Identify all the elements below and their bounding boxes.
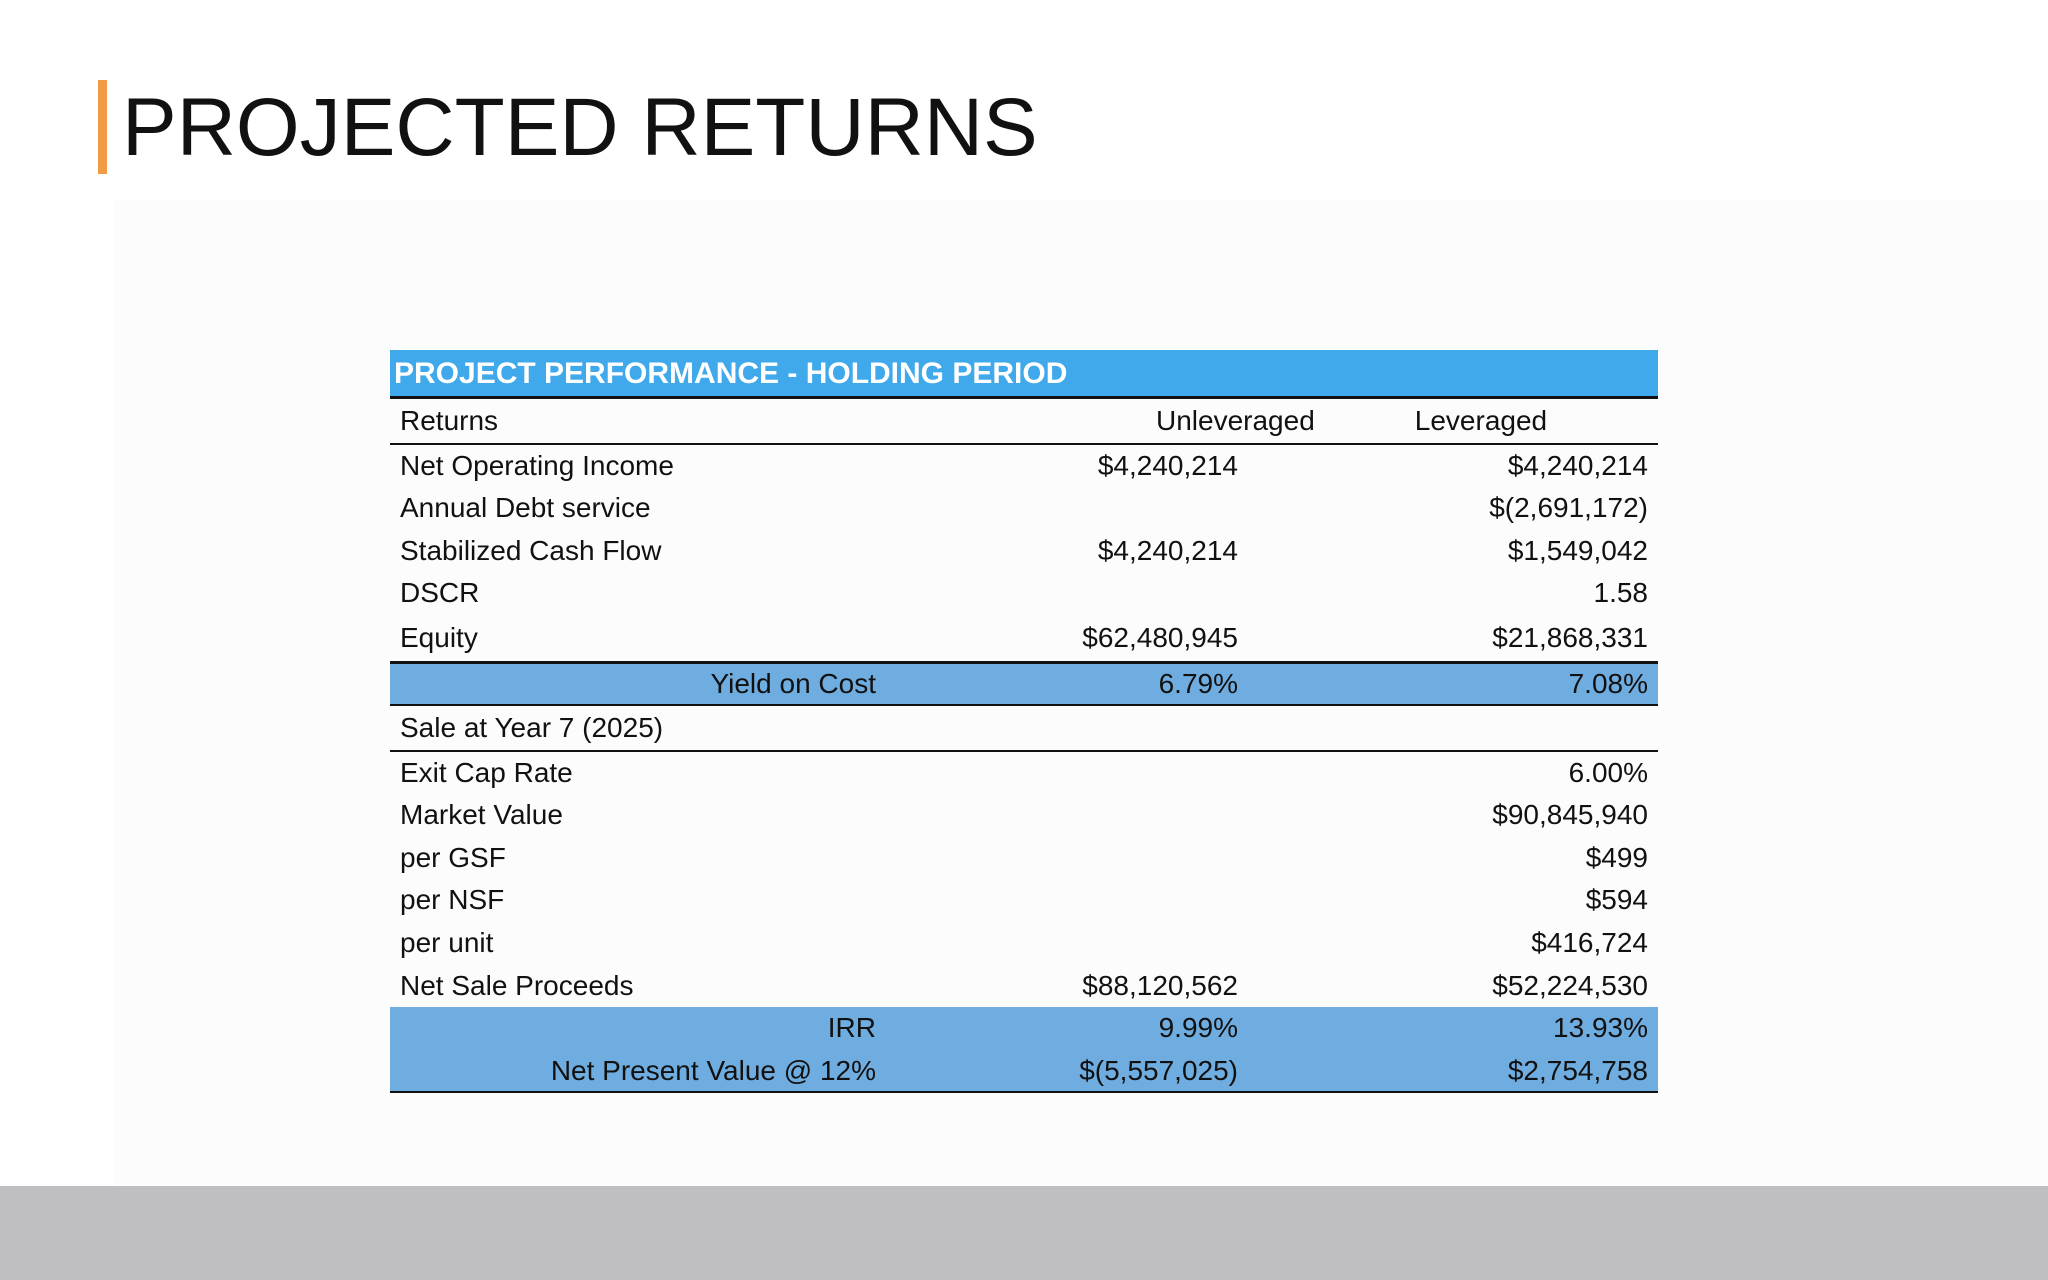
row-label: Net Sale Proceeds xyxy=(400,969,634,1001)
table-row xyxy=(390,964,1658,1007)
table-row xyxy=(390,529,1658,572)
row-label xyxy=(390,1007,876,1050)
table-row xyxy=(390,836,1658,879)
unleveraged-value: 9.99% xyxy=(876,1007,1248,1050)
unleveraged-value xyxy=(876,572,1248,615)
leveraged-value: $594 xyxy=(1585,884,1648,916)
leveraged-value: $(2,691,172) xyxy=(1489,492,1648,524)
yield-label: Yield on Cost xyxy=(710,667,876,699)
leveraged-value: $1,549,042 xyxy=(1507,534,1648,566)
irr-row xyxy=(390,1007,1658,1050)
yield-on-cost-row xyxy=(390,662,1658,705)
page-title: PROJECTED RETURNS xyxy=(122,82,1038,173)
row-label: Market Value xyxy=(400,798,563,830)
unleveraged-value xyxy=(876,879,1248,922)
row-label xyxy=(390,1050,876,1093)
unleveraged-value xyxy=(876,922,1248,965)
unleveraged-value xyxy=(876,794,1248,837)
unleveraged-value: $4,240,214 xyxy=(1097,534,1238,566)
leveraged-value: $4,240,214 xyxy=(1507,449,1648,481)
unleveraged-value: $(5,557,025) xyxy=(876,1050,1248,1093)
row-label: Annual Debt service xyxy=(400,492,651,524)
returns-column-header: Returns xyxy=(390,398,876,445)
unleveraged-value xyxy=(876,751,1248,794)
column-header-row xyxy=(390,398,1658,445)
table-row xyxy=(390,794,1658,837)
table-row xyxy=(390,572,1658,615)
irr-label: IRR xyxy=(827,1012,876,1044)
leveraged-value: $90,845,940 xyxy=(1492,798,1648,830)
leveraged-column-header: Leveraged xyxy=(1414,405,1548,436)
row-label: Stabilized Cash Flow xyxy=(400,534,662,566)
leveraged-value: 13.93% xyxy=(1248,1007,1658,1050)
table-header-row xyxy=(390,350,1658,398)
unleveraged-value: 6.79% xyxy=(876,662,1248,705)
unleveraged-value xyxy=(876,836,1248,879)
sale-section-row xyxy=(390,705,1658,751)
table-row xyxy=(390,487,1658,530)
npv-label: Net Present Value @ 12% xyxy=(550,1054,876,1086)
project-performance-table xyxy=(390,350,1658,1093)
row-label: per NSF xyxy=(400,884,505,916)
table-row xyxy=(390,444,1658,487)
leveraged-value: $2,754,758 xyxy=(1248,1050,1658,1093)
table-header: PROJECT PERFORMANCE - HOLDING PERIOD xyxy=(390,350,1658,398)
title-accent-bar xyxy=(98,80,107,174)
row-label: Equity xyxy=(390,615,876,663)
unleveraged-value xyxy=(876,487,1248,530)
row-label: per GSF xyxy=(400,841,506,873)
unleveraged-value: $62,480,945 xyxy=(876,615,1248,663)
leveraged-value: $499 xyxy=(1585,841,1648,873)
column-header-values xyxy=(876,398,1658,445)
leveraged-value: $416,724 xyxy=(1531,927,1648,959)
row-label: Exit Cap Rate xyxy=(400,756,573,788)
sale-section-title: Sale at Year 7 (2025) xyxy=(390,705,1658,751)
table-row xyxy=(390,922,1658,965)
leveraged-value: 6.00% xyxy=(1568,756,1648,788)
table-row xyxy=(390,879,1658,922)
footer-band xyxy=(0,1186,2048,1280)
leveraged-value: 7.08% xyxy=(1248,662,1658,705)
leveraged-value: 1.58 xyxy=(1593,577,1648,609)
leveraged-value: $21,868,331 xyxy=(1248,615,1658,663)
row-label: per unit xyxy=(400,927,494,959)
unleveraged-value: $4,240,214 xyxy=(1097,449,1238,481)
row-label: Net Operating Income xyxy=(400,449,674,481)
table-row xyxy=(390,615,1658,663)
unleveraged-value: $88,120,562 xyxy=(1082,969,1238,1001)
table-row xyxy=(390,751,1658,794)
leveraged-value: $52,224,530 xyxy=(1492,969,1648,1001)
row-label: DSCR xyxy=(400,577,480,609)
unleveraged-column-header: Unleveraged xyxy=(1156,405,1315,436)
npv-row xyxy=(390,1050,1658,1093)
row-label xyxy=(390,662,876,705)
